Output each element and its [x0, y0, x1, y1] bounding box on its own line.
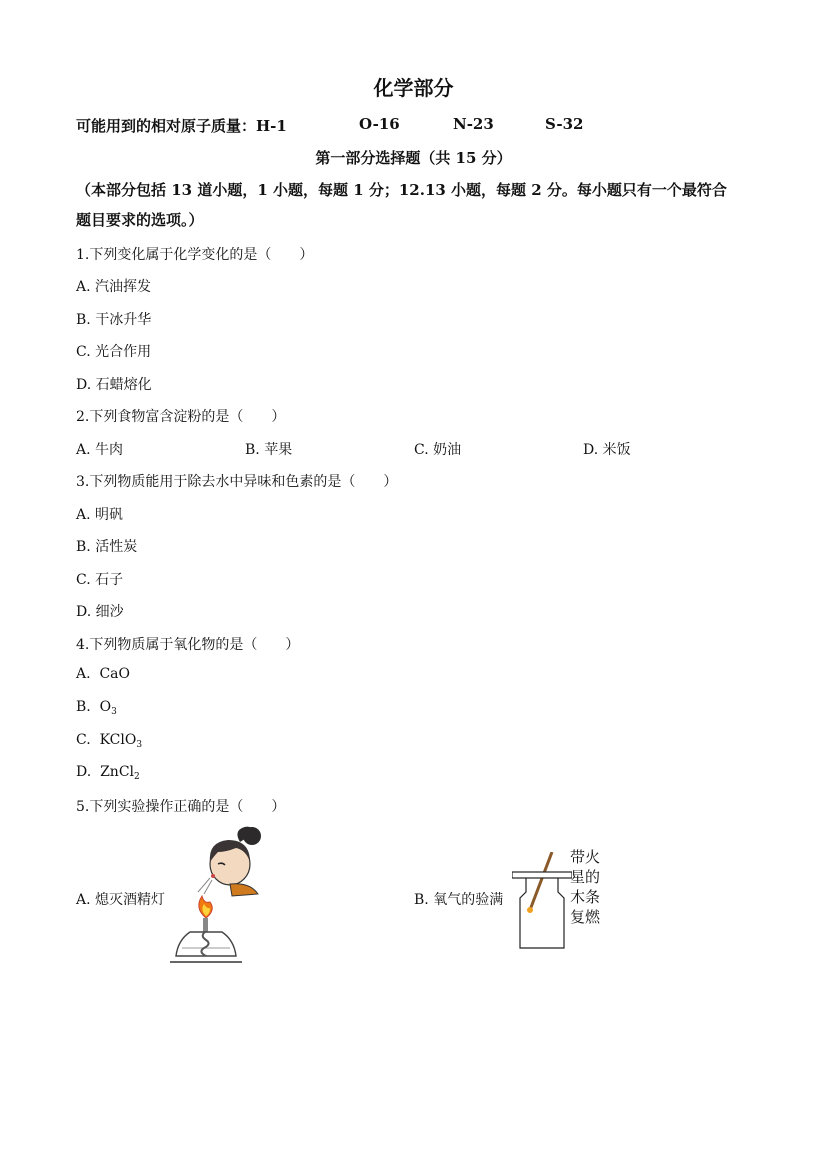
option-prefix: C.: [76, 732, 100, 748]
splint-caption-line: 复燃: [570, 908, 601, 926]
question-4-option-c: [76, 732, 142, 750]
question-2-stem: 2.下列食物富含淀粉的是（ ）: [76, 409, 286, 425]
question-2-option-b: B. 苹果: [245, 442, 293, 458]
atomic-mass-o: O-16: [359, 115, 400, 133]
instructions-line-2: 题目要求的选项。）: [76, 211, 204, 229]
option-prefix: D.: [76, 764, 101, 780]
formula-subscript: 3: [136, 740, 143, 750]
oxygen-test-illustration: [512, 852, 572, 950]
question-3-option-b: B. 活性炭: [76, 539, 138, 555]
question-3-stem: 3.下列物质能用于除去水中异味和色素的是（ ）: [76, 474, 398, 490]
splint-caption-line: 带火: [570, 848, 601, 866]
question-1-option-b: B. 干冰升华: [76, 312, 152, 328]
question-4-option-a: [76, 666, 130, 682]
formula: ZnCl: [100, 764, 135, 780]
option-prefix: A.: [76, 666, 100, 682]
blowing-lamp-illustration: [170, 822, 270, 968]
question-5-option-b: B. 氧气的验满: [414, 892, 504, 908]
instructions-line-1: （本部分包括 13 道小题，1 小题，每题 1 分；12.13 小题，每题 2 分。每小题只有一个最符合: [76, 181, 727, 199]
question-4-option-b: [76, 699, 117, 717]
atomic-mass-n: N-23: [453, 115, 494, 133]
question-1-option-c: C. 光合作用: [76, 344, 152, 360]
question-3-option-d: D. 细沙: [76, 604, 124, 620]
formula: KClO: [99, 732, 137, 748]
option-prefix: B.: [76, 699, 100, 715]
question-4-stem: 4.下列物质属于氧化物的是（ ）: [76, 637, 300, 653]
question-5-option-a: A. 熄灭酒精灯: [76, 892, 166, 908]
formula-subscript: 2: [134, 772, 140, 782]
question-4-option-d: [76, 764, 140, 782]
formula: CaO: [99, 666, 131, 682]
page-title: 化学部分: [373, 76, 454, 100]
atomic-mass-label: 可能用到的相对原子质量：H-1: [76, 117, 287, 135]
formula-subscript: 3: [111, 707, 117, 717]
question-2-option-a: A. 牛肉: [76, 442, 124, 458]
atomic-mass-s: S-32: [545, 115, 584, 133]
question-3-option-a: A. 明矾: [76, 507, 124, 523]
question-2-option-c: C. 奶油: [414, 442, 462, 458]
question-2-option-d: D. 米饭: [583, 442, 631, 458]
splint-caption-line: 星的: [570, 868, 601, 886]
question-1-option-d: D. 石蜡熔化: [76, 377, 152, 393]
splint-caption-line: 木条: [570, 888, 601, 906]
question-1-option-a: A. 汽油挥发: [76, 279, 152, 295]
section-title: 第一部分选择题（共 15 分）: [315, 149, 512, 167]
question-1-stem: 1.下列变化属于化学变化的是（ ）: [76, 247, 314, 263]
question-5-stem: 5.下列实验操作正确的是（ ）: [76, 799, 286, 815]
question-3-option-c: C. 石子: [76, 572, 124, 588]
splint-caption: [570, 847, 600, 927]
formula: O: [99, 699, 112, 715]
